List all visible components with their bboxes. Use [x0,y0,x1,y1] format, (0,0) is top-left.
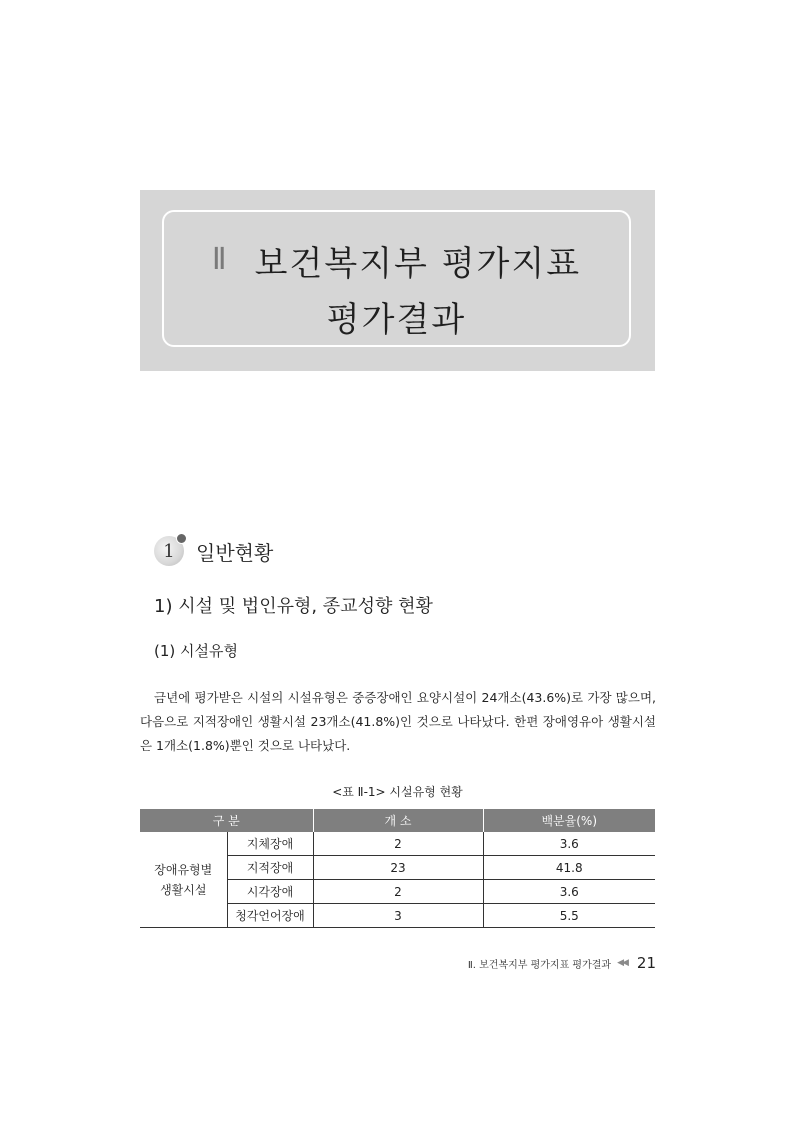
subsubsection-heading: (1) 시설유형 [154,642,238,660]
page-number: 21 [636,954,656,972]
type-cell: 시각장애 [227,880,313,904]
table-row [140,832,655,856]
type-cell: 지체장애 [227,832,313,856]
bullet-dot-icon [176,533,187,544]
percent-cell: 3.6 [483,880,655,904]
header-count: 개 소 [313,809,483,832]
chapter-banner [140,190,655,371]
type-cell: 청각언어장애 [227,904,313,928]
header-category: 구 분 [140,809,313,832]
percent-cell: 41.8 [483,856,655,880]
facility-type-table [140,809,655,928]
count-cell: 2 [313,832,483,856]
chapter-title-box [162,210,631,347]
footer-chapter-text: Ⅱ. 보건복지부 평가지표 평가결과 [467,959,612,971]
section-number: 1 [163,540,175,562]
chapter-roman-numeral: Ⅱ [211,242,229,277]
table-header-row [140,809,655,832]
group-label-cell [140,832,227,928]
body-paragraph: 금년에 평가받은 시설의 시설유형은 중증장애인 요양시설이 24개소(43.6%)로 가장 많으며, 다음으로 지적장애인 생활시설 23개소(41.8%)인 것으로 나타났다. 한편 장애영유아 생활시설은 1개소(1.8%)뿐인 것으로 나타났다. [140,690,656,753]
type-cell: 지적장애 [227,856,313,880]
section-heading [154,533,273,569]
table-caption: <표 Ⅱ-1> 시설유형 현황 [332,785,463,799]
chapter-title-line1 [164,236,629,285]
double-left-arrow-icon: ◀◀ [617,958,627,968]
group-label-line1: 장애유형별 [154,862,213,877]
count-cell: 3 [313,904,483,928]
count-cell: 2 [313,880,483,904]
percent-cell: 5.5 [483,904,655,928]
section-title: 일반현황 [196,540,274,565]
group-label-line2: 생활시설 [160,882,207,897]
chapter-title-line2: 평가결과 [326,300,467,340]
count-cell: 23 [313,856,483,880]
page-footer [468,954,656,972]
subsection-heading: 1) 시설 및 법인유형, 종교성향 현황 [154,596,433,617]
percent-cell: 3.6 [483,832,655,856]
chapter-title-text: 보건복지부 평가지표 [254,244,582,284]
section-number-badge [154,536,184,566]
header-percent: 백분율(%) [483,809,655,832]
